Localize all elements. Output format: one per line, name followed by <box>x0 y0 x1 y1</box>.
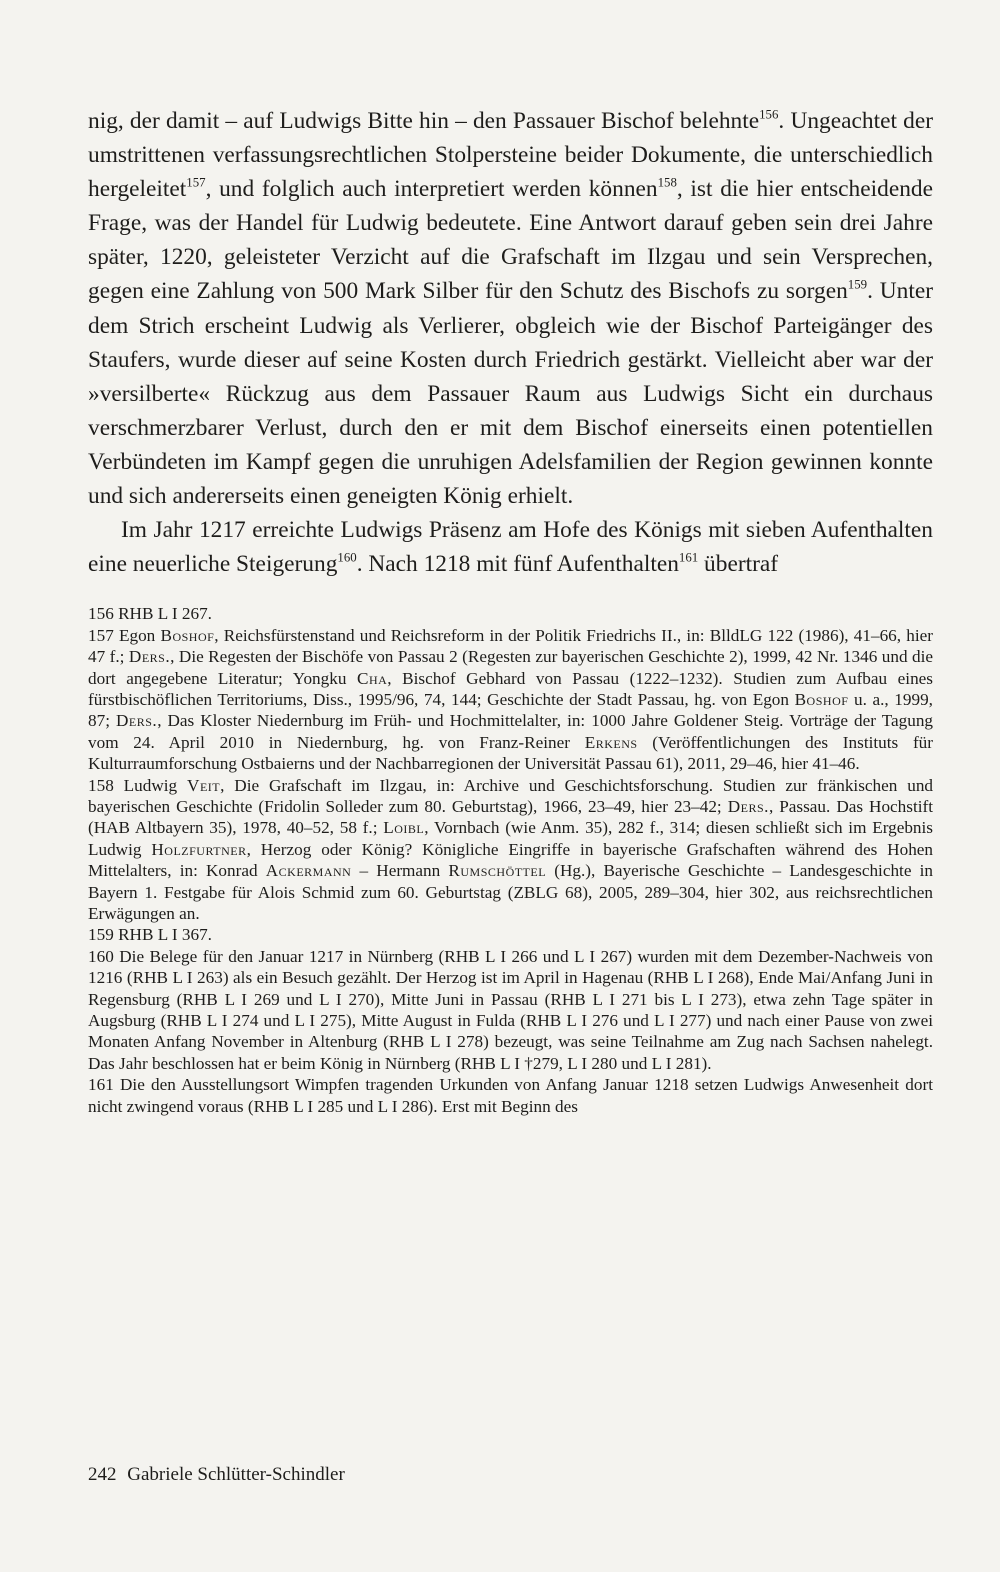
text-run: , Herzog oder König? Königliche Eingriffe in bayerische Grafschaften während des Hohen Mittelalters, in: Konrad <box>88 839 934 881</box>
text-run: nig, der damit – auf Ludwigs Bitte hin – den Passauer Bischof belehnte <box>88 108 760 134</box>
author-name: Veit <box>187 775 221 795</box>
footnote-157 <box>88 625 933 775</box>
main-text <box>88 104 933 581</box>
text-run: übertraf <box>698 551 779 578</box>
text-run: , Vornbach (wie Anm. 35), 282 f., 314; diesen schließt sich im Ergebnis Ludwig <box>88 818 933 859</box>
page-number: 242 <box>88 1464 117 1485</box>
author-name: Ders. <box>115 711 158 731</box>
paragraph-1 <box>88 104 933 513</box>
footnote-text: Die den Ausstellungsort Wimpfen tragenden Urkunden von Anfang Januar 1218 setzen Ludwigs Anwesenheit dort nicht zwingend voraus (RHB L I 285 und L I 286). Erst mit Beginn des <box>88 1075 933 1116</box>
text-run: , Reichsfürstenstand und Reichsreform in der Politik Friedrichs II., in: BlldLG 122 (1986), 41–66, hier 47 f.; <box>88 625 934 667</box>
footnote-159 <box>88 924 933 945</box>
text-run: , Bischof Gebhard von Passau (1222–1232). Studien zum Aufbau eines fürstbischöflichen Territoriums, Diss., 1995/96, 74, 144; Geschichte der Stadt Passau, hg. von Egon <box>88 668 933 709</box>
text-run: . Unter dem Strich erscheint Ludwig als Verlierer, obgleich wie der Bischof Parteigänger des Staufers, wurde dieser auf seine Kosten durch Friedrich gestärkt. Vielleicht aber war der »versilberte« Rückzug aus dem Passauer Raum aus Ludwigs Sicht ein durchaus verschmerzbarer Verlust, durch den er mit dem Bischof einerseits einen potentiellen Verbündeten im Kampf gegen die unruhigen Adelsfamilien der Region gewinnen konnte und sich andererseits einen geneigten König erhielt. <box>88 278 933 510</box>
text-run: Ludwig <box>123 775 188 795</box>
author-name: Ackermann <box>265 861 352 881</box>
text-run: u. a., 1999, 87; <box>88 689 933 731</box>
text-run: . Nach 1218 mit fünf Aufenthalten <box>356 551 679 578</box>
text-run: , ist die hier entscheidende Frage, was der Handel für Ludwig bedeutete. Eine Antwort darauf geben sein drei Jahre später, 1220, geleisteter Verzicht auf die Grafschaft im Ilzgau und sein Versprechen, gegen eine Zahlung von 500 Mark Silber für den Schutz des Bischofs zu sorgen <box>88 176 933 305</box>
footnote-161 <box>88 1074 933 1117</box>
author-name: Cha <box>356 668 388 688</box>
author-name: Holzfurtner <box>151 839 247 859</box>
author-name: Rumschöttel <box>448 861 547 881</box>
author-name: Ders. <box>727 796 769 816</box>
page <box>88 104 933 1117</box>
author-name: Ders. <box>128 647 171 667</box>
footnote-text: RHB L I 267. <box>118 604 212 624</box>
paragraph-2 <box>88 513 933 581</box>
footnote-number: 160 <box>88 946 114 966</box>
author-name: Boshof <box>160 625 215 645</box>
footnote-number: 158 <box>88 775 114 795</box>
author-name: Loibl <box>383 818 425 838</box>
page-footer <box>88 1464 345 1486</box>
author-name: Boshof <box>794 689 849 709</box>
footnote-ref-156[interactable]: 156 <box>759 107 779 122</box>
footnotes <box>88 603 933 1117</box>
footnote-160 <box>88 946 933 1074</box>
running-author: Gabriele Schlütter-Schindler <box>127 1464 345 1485</box>
footnote-ref-157[interactable]: 157 <box>186 175 206 190</box>
footnote-ref-158[interactable]: 158 <box>657 175 677 190</box>
footnote-text: RHB L I 367. <box>118 925 212 945</box>
text-run: . Ungeachtet der umstrittenen verfassungsrechtlichen Stolpersteine beider Dokumente, die unterschiedlich hergeleitet <box>88 108 933 203</box>
footnote-ref-160[interactable]: 160 <box>337 550 357 565</box>
footnote-156 <box>88 603 933 624</box>
footnote-number: 157 <box>88 625 114 645</box>
text-run: , Die Grafschaft im Ilzgau, in: Archive und Geschichtsforschung. Studien zur fränkischen und bayerischen Geschichte (Fridolin Solleder zum 80. Geburtstag), 1966, 23–49, hier 23–42; <box>88 775 934 816</box>
text-run: (Veröffentlichungen des Instituts für Kulturraumforschung Ostbaierns und der Nachbarregionen der Universität Passau 61), 2011, 29–46, hier 41–46. <box>88 732 933 774</box>
footnote-number: 156 <box>88 604 114 624</box>
author-name: Erkens <box>584 732 638 752</box>
footnote-ref-159[interactable]: 159 <box>847 277 868 292</box>
footnote-number: 159 <box>88 925 114 945</box>
text-run: , Das Kloster Niedernburg im Früh- und Hochmittelalter, in: 1000 Jahre Goldener Steig. Vorträge der Tagung vom 24. April 2010 in Niedernburg, hg. von Franz-Reiner <box>88 711 934 752</box>
text-run: (Hg.), Bayerische Geschichte – Landesgeschichte in Bayern 1. Festgabe für Alois Schmid zum 60. Geburtstag (ZBLG 68), 2005, 289–304, hier 302, aus reichsrechtlichen Erwägungen an. <box>88 861 933 923</box>
text-run: Egon <box>119 625 161 645</box>
text-run: Im Jahr 1217 erreichte Ludwigs Präsenz am Hofe des Königs mit sieben Aufenthalten eine neuerliche Steigerung <box>88 517 933 578</box>
text-run: – Hermann <box>351 861 449 881</box>
footnote-number: 161 <box>88 1075 114 1095</box>
footnote-text: Die Belege für den Januar 1217 in Nürnberg (RHB L I 266 und L I 267) wurden mit dem Dezember-Nachweis von 1216 (RHB L I 263) als ein Besuch gezählt. Der Herzog ist im April in Hagenau (RHB L I 268), Ende Mai/Anfang Juni in Regensburg (RHB L I 269 und L I 270), Mitte Juni in Passau (RHB L I 271 bis L I 273), etwa zehn Tage später in Augsburg (RHB L I 274 und L I 275), Mitte August in Fulda (RHB L I 276 und L I 277) und nach einer Pause von zwei Monaten Anfang November in Altenburg (RHB L I 278) bezeugt, was seine Teilnahme am Zug nach Sachsen nahelegt. Das Jahr beschlossen hat er beim König in Nürnberg (RHB L I †279, L I 280 und L I 281). <box>88 946 933 1073</box>
text-run: , Passau. Das Hochstift (HAB Altbayern 35), 1978, 40–52, 58 f.; <box>88 796 934 838</box>
text-run: , und folglich auch interpretiert werden können <box>205 176 658 203</box>
footnote-158 <box>88 775 933 925</box>
text-run: , Die Regesten der Bischöfe von Passau 2 (Regesten zur bayerischen Geschichte 2), 1999, 42 Nr. 1346 und die dort angegebene Literatur; Yongku <box>88 647 934 688</box>
footnote-ref-161[interactable]: 161 <box>678 550 699 565</box>
